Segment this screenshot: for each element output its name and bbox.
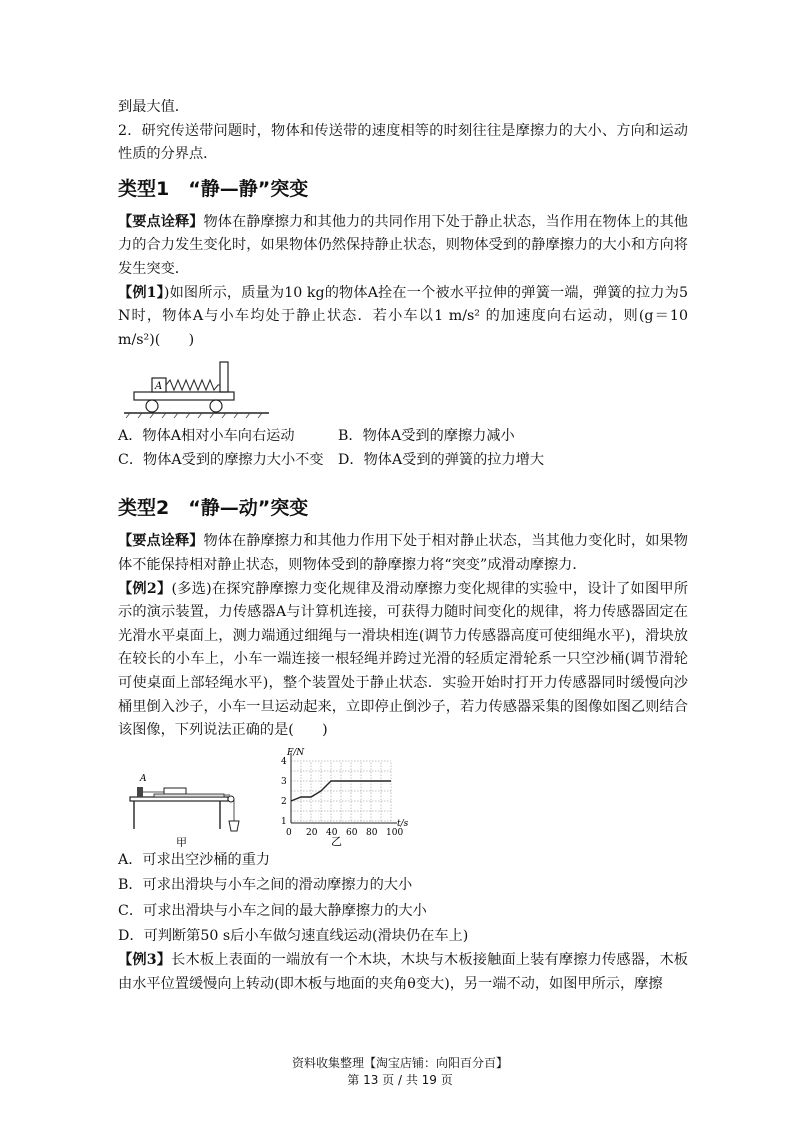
type1-point <box>118 211 688 282</box>
example3 <box>118 949 688 996</box>
x-tick-label: 100 <box>386 827 404 838</box>
example2-option-a[interactable]: A．可求出空沙桶的重力 <box>118 851 271 868</box>
type1-point-label: 【要点诠释】 <box>118 213 204 230</box>
example3-label: 【例3】 <box>118 952 172 969</box>
y-tick-label: 1 <box>281 816 287 827</box>
footer-source: 资料收集整理【淘宝店铺：向阳百分百】 <box>291 1056 508 1070</box>
example1-option-d[interactable]: D．物体A受到的弹簧的拉力增大 <box>338 452 545 469</box>
example2-option-c[interactable]: C．可求出滑块与小车之间的最大静摩擦力的大小 <box>118 902 427 919</box>
document-page <box>118 96 688 996</box>
y-tick-label: 2 <box>281 796 287 807</box>
chart-xlabel: t/s <box>397 818 409 829</box>
example2-option-d[interactable]: D．可判断第50 s后小车做匀速直线运动(滑块仍在车上) <box>118 928 469 945</box>
intro-line1: 2．研究传送带问题时，物体和传送带的速度相等的时刻往往是摩擦力的大小、方向和运动性质的分界点． <box>118 122 688 163</box>
x-tick-label: 0 <box>286 827 292 838</box>
type2-point-text: 物体在静摩擦力和其他力作用下处于相对静止状态，当其他力变化时，如果物体不能保持相对静止状态，则物体受到的静摩擦力将“突变”成滑动摩擦力． <box>118 533 688 573</box>
x-tick-label: 20 <box>306 827 318 838</box>
chart-ylabel: F/N <box>287 747 305 758</box>
x-tick-label: 40 <box>326 827 338 838</box>
example1 <box>118 282 688 353</box>
y-tick-label: 4 <box>281 756 287 767</box>
example2-option-b[interactable]: B．可求出滑块与小车之间的滑动摩擦力的大小 <box>118 877 413 894</box>
force-time-chart-yi <box>269 747 419 847</box>
example1-option-c[interactable]: C．物体A受到的摩擦力大小不变 <box>118 452 324 469</box>
example1-options-row2 <box>118 448 688 472</box>
intro-line0: 到最大值． <box>118 99 189 115</box>
x-tick-label: 60 <box>346 827 358 838</box>
example2-label: 【例2】 <box>118 580 172 597</box>
example2-text: (多选)在探究静摩擦力变化规律及滑动摩擦力变化规律的实验中，设计了如图甲所示的演示装置，力传感器A与计算机连接，可获得力随时间变化的规律，将力传感器固定在光滑水平桌面上，测力端通过细绳与一滑块相连(调节力传感器高度可使细绳水平)，滑块放在较长的小车上，小车一端连接一根轻绳并跨过光滑的轻质定滑轮系一只空沙桶(调节滑轮可使桌面上部轻绳水平)，整个装置处于静止状态．实验开始时打开力传感器同时缓慢向沙桶里倒入沙子，小车一旦运动起来，立即停止倒沙子，若力传感器采集的图像如图乙则结合该图像，下列说法正确的是( ) <box>118 580 689 739</box>
type2-heading: 类型2 “静—动”突变 <box>118 497 309 520</box>
cart-spring-diagram <box>124 358 284 420</box>
apparatus-diagram-jia <box>124 747 249 847</box>
footer-page-number: 第 13 页 / 共 19 页 <box>347 1073 453 1087</box>
caption-jia: 甲 <box>176 835 187 847</box>
type1-point-text: 物体在静摩擦力和其他力的共同作用下处于静止状态，当作用在物体上的其他力的合力发生变化时，如果物体仍然保持静止状态，则物体受到的静摩擦力的大小和方向将发生突变． <box>118 213 688 277</box>
example2 <box>118 578 688 743</box>
type2-point <box>118 530 688 577</box>
caption-yi: 乙 <box>331 834 342 847</box>
chart-grid <box>291 761 391 821</box>
figure-experiment <box>124 747 688 847</box>
y-tick-label: 3 <box>281 776 287 787</box>
type2-point-label: 【要点诠释】 <box>118 533 204 550</box>
figure-cart-spring <box>124 358 688 420</box>
type1-heading: 类型1 “静—静”突变 <box>118 177 309 200</box>
example1-option-a[interactable]: A．物体A相对小车向右运动 <box>118 428 295 445</box>
example1-label: 【例1】 <box>118 284 164 301</box>
example1-option-b[interactable]: B．物体A受到的摩擦力减小 <box>338 428 515 445</box>
block-a-label: A <box>155 381 163 393</box>
x-tick-label: 80 <box>366 827 378 838</box>
example1-options-row1 <box>118 424 688 448</box>
example1-text: )如图所示，质量为10 kg的物体A拴在一个被水平拉伸的弹簧一端，弹簧的拉力为5 N时，物体A与小车均处于静止状态．若小车以1 m/s² 的加速度向右运动，则(g＝10 m/s²)( ) <box>118 284 688 348</box>
example3-text: 长木板上表面的一端放有一个木块，木块与木板接触面上装有摩擦力传感器，木板由水平位置缓慢向上转动(即木板与地面的夹角θ变大)，另一端不动，如图甲所示，摩擦 <box>118 952 688 992</box>
sensor-a-label: A <box>140 773 147 784</box>
